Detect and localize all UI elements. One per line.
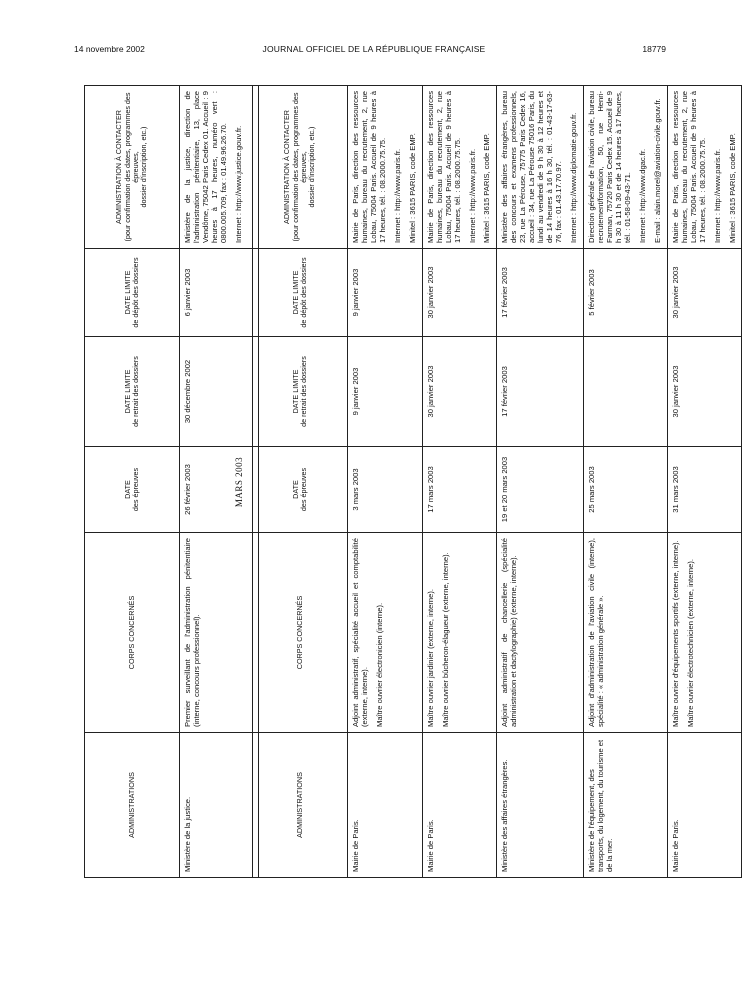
- depot-cell: [348, 249, 423, 337]
- date-epreuves-cell: [497, 447, 584, 533]
- section-title: MARS 2003: [234, 456, 244, 508]
- corps-cell: [348, 533, 423, 733]
- retrait-cell: [584, 337, 668, 447]
- administration-cell: [180, 733, 259, 878]
- contact-cell: [584, 86, 668, 249]
- corps-item: Premier surveillant de l'administration pénitentiaire (interne, concours professionnel).: [183, 538, 201, 727]
- table-row: [584, 86, 668, 878]
- administration-cell: [584, 733, 668, 878]
- retrait-value: 17 février 2003: [500, 366, 510, 417]
- contact-line: Direction générale de l'aviation civile, bureau recrutement/formation, 50, rue Henri-Farman, 75720 Paris Cedex 15. Accueil de 9 h 30 à 11 h 30 et de 14 heures à 17 heures, tél. : 01-58-09-43-71.: [587, 91, 632, 243]
- date-epreuves-cell: [180, 447, 259, 533]
- retrait-value: 30 janvier 2003: [425, 365, 435, 418]
- corps-cell: [180, 533, 259, 733]
- date-epreuves-value: 3 mars 2003: [351, 468, 360, 511]
- table-row: [497, 86, 584, 878]
- date-epreuves-value: 19 et 20 mars 2003: [500, 456, 510, 523]
- date-epreuves-value: 25 mars 2003: [587, 466, 597, 513]
- column-header: DATE LIMITE de retrait des dossiers: [253, 337, 348, 447]
- contact-line: Minitel : 3615 PARIS, code EMP.: [482, 133, 492, 243]
- contact-cell: [348, 86, 423, 249]
- table-row: [348, 86, 423, 878]
- retrait-cell: [667, 337, 742, 447]
- corps-cell: [422, 533, 497, 733]
- administration-name: Ministère de la justice.: [183, 796, 192, 872]
- table-header-row: [253, 86, 348, 878]
- column-header: DATE LIMITE de dépôt des dossiers: [85, 249, 180, 337]
- rotated-content: [84, 86, 737, 878]
- depot-cell: [422, 249, 497, 337]
- date-epreuves-cell: [422, 447, 497, 533]
- corps-cell: [497, 533, 584, 733]
- depot-cell: [584, 249, 668, 337]
- corps-item: Adjoint administratif de chancellerie (spécialité administration et dactylographie) (externe, interne).: [500, 538, 519, 727]
- contact-line: Ministère des affaires étrangères, bureau des concours et examens professionnels, 23, rue La Pérouse, 75775 Paris Cedex 16, accueil : 34, rue La Pérouse 75016 Paris, du lundi au vendredi de 9 h 30 à 12 heures et de 14 heures à 16 h 30, tél. : 01-43-17-63-76, fax : 01.43.17.70.97.: [500, 91, 564, 243]
- contact-line: Internet : http://www.paris.fr.: [392, 148, 402, 243]
- date-epreuves-cell: [348, 447, 423, 533]
- table-row: [667, 86, 742, 878]
- depot-value: 30 janvier 2003: [425, 266, 435, 319]
- retrait-cell: [180, 337, 259, 447]
- administration-cell: [667, 733, 742, 878]
- date-epreuves-value: 31 mars 2003: [670, 466, 680, 513]
- date-epreuves-value: 26 février 2003: [183, 464, 192, 515]
- depot-value: 17 février 2003: [500, 267, 510, 318]
- page-number: 18779: [642, 44, 666, 54]
- column-header: DATE LIMITE de dépôt des dossiers: [253, 249, 348, 337]
- table-body: [180, 86, 259, 878]
- column-header: ADMINISTRATION À CONTACTER (pour confirmation des dates, programmes des épreuves, dossier d'inscription, etc.): [85, 86, 180, 249]
- contact-line: Internet : http://www.paris.fr.: [467, 148, 477, 243]
- table-march: [252, 85, 742, 878]
- depot-cell: [667, 249, 742, 337]
- corps-item: Maître ouvrier d'équipements sportifs (externe, interne).: [670, 540, 680, 727]
- corps-item: Adjoint administratif, spécialité accueil et comptabilité (externe, interne).: [351, 538, 369, 727]
- contact-cell: [667, 86, 742, 249]
- administration-name: Ministère de l'équipement, des transports, du logement, du tourisme et de la mer.: [587, 739, 614, 872]
- column-header: DATE des épreuves: [85, 447, 180, 533]
- table-february: [84, 85, 259, 878]
- contact-cell: [422, 86, 497, 249]
- journal-title: JOURNAL OFFICIEL DE LA RÉPUBLIQUE FRANÇAISE: [262, 44, 486, 54]
- contact-line: Mairie de Paris, direction des ressources humaines, bureau du recrutement, 2, rue Lobau, 75004 Paris. Accueil de 9 heures à 17 heures, tél. : 08.2000.75.75.: [351, 91, 387, 243]
- contact-line: Internet : http://www.paris.fr.: [712, 148, 722, 243]
- table-header-row: [85, 86, 180, 878]
- header-date: 14 novembre 2002: [74, 44, 145, 54]
- retrait-cell: [348, 337, 423, 447]
- date-epreuves-cell: [584, 447, 668, 533]
- depot-value: 5 février 2003: [587, 269, 597, 316]
- retrait-value: 30 janvier 2003: [670, 365, 680, 418]
- depot-value: 30 janvier 2003: [670, 266, 680, 319]
- date-epreuves-cell: [667, 447, 742, 533]
- table-row: [180, 86, 259, 878]
- column-header: CORPS CONCERNÉS: [85, 533, 180, 733]
- depot-cell: [180, 249, 259, 337]
- corps-item: Maître ouvrier électronicien (interne).: [374, 602, 384, 727]
- retrait-cell: [497, 337, 584, 447]
- contact-line: E-mail : alain.morel@aviation-civile.gouv.fr.: [652, 98, 662, 243]
- date-epreuves-value: 17 mars 2003: [425, 466, 435, 513]
- administration-name: Mairie de Paris.: [425, 819, 435, 872]
- administration-name: Mairie de Paris.: [351, 819, 360, 872]
- corps-item: Maître ouvrier électrotechnicien (externe, interne).: [685, 559, 695, 727]
- contact-cell: [497, 86, 584, 249]
- contact-line: Mairie de Paris, direction des ressources humaines, bureau du recrutement, 2, rue Lobau, 75004 Paris. Accueil de 9 heures à 17 heures, tél. : 08.2000.75.75.: [670, 91, 707, 243]
- administration-name: Mairie de Paris.: [670, 819, 680, 872]
- contact-line: Minitel : 3615 PARIS, code EMP.: [407, 133, 417, 243]
- column-header: DATE des épreuves: [253, 447, 348, 533]
- corps-item: Adjoint d'administration de l'aviation civile (interne), spécialité : « administration générale ».: [587, 538, 606, 727]
- retrait-value: 9 janvier 2003: [351, 367, 360, 416]
- column-header: ADMINISTRATION À CONTACTER (pour confirmation des dates, programmes des épreuves, dossier d'inscription, etc.): [253, 86, 348, 249]
- contact-line: Internet : http://www.justice.gouv.fr.: [233, 125, 243, 243]
- depot-value: 9 janvier 2003: [351, 268, 360, 317]
- retrait-value: 30 décembre 2002: [183, 359, 192, 424]
- administration-name: Ministère des affaires étrangères.: [500, 759, 510, 872]
- contact-line: Mairie de Paris, direction des ressources humaines, bureau du recrutement, 2, rue Lobau, 75004 Paris. Accueil de 9 heures à 17 heures, tél. : 08.2000.75.75.: [425, 91, 462, 243]
- column-header: ADMINISTRATIONS: [85, 733, 180, 878]
- corps-item: Maître ouvrier jardinier (externe, interne).: [425, 588, 435, 727]
- depot-value: 6 janvier 2003: [183, 268, 192, 317]
- depot-cell: [497, 249, 584, 337]
- contact-line: Ministère de la justice, direction de l'administration pénitentiaire, 13, place Vendôme, 75042 Paris Cedex 01. Accueil : 9 heures à 17 heures, numéro vert : 0800.005.709, fax : 01.49.96.26.70.: [183, 91, 228, 243]
- column-header: CORPS CONCERNÉS: [253, 533, 348, 733]
- administration-cell: [497, 733, 584, 878]
- corps-item: Maître ouvrier bûcheron-élagueur (externe, interne).: [440, 552, 450, 727]
- column-header: DATE LIMITE de retrait des dossiers: [85, 337, 180, 447]
- contact-cell: [180, 86, 259, 249]
- corps-cell: [667, 533, 742, 733]
- corps-cell: [584, 533, 668, 733]
- contact-line: Internet : http://www.diplomatie.gouv.fr.: [569, 112, 579, 243]
- contact-line: Internet : http://www.dgac.fr.: [637, 148, 647, 243]
- table-body: [348, 86, 742, 878]
- contact-line: Minitel : 3615 PARIS, code EMP.: [727, 133, 737, 243]
- column-header: ADMINISTRATIONS: [253, 733, 348, 878]
- administration-cell: [348, 733, 423, 878]
- retrait-cell: [422, 337, 497, 447]
- administration-cell: [422, 733, 497, 878]
- table-row: [422, 86, 497, 878]
